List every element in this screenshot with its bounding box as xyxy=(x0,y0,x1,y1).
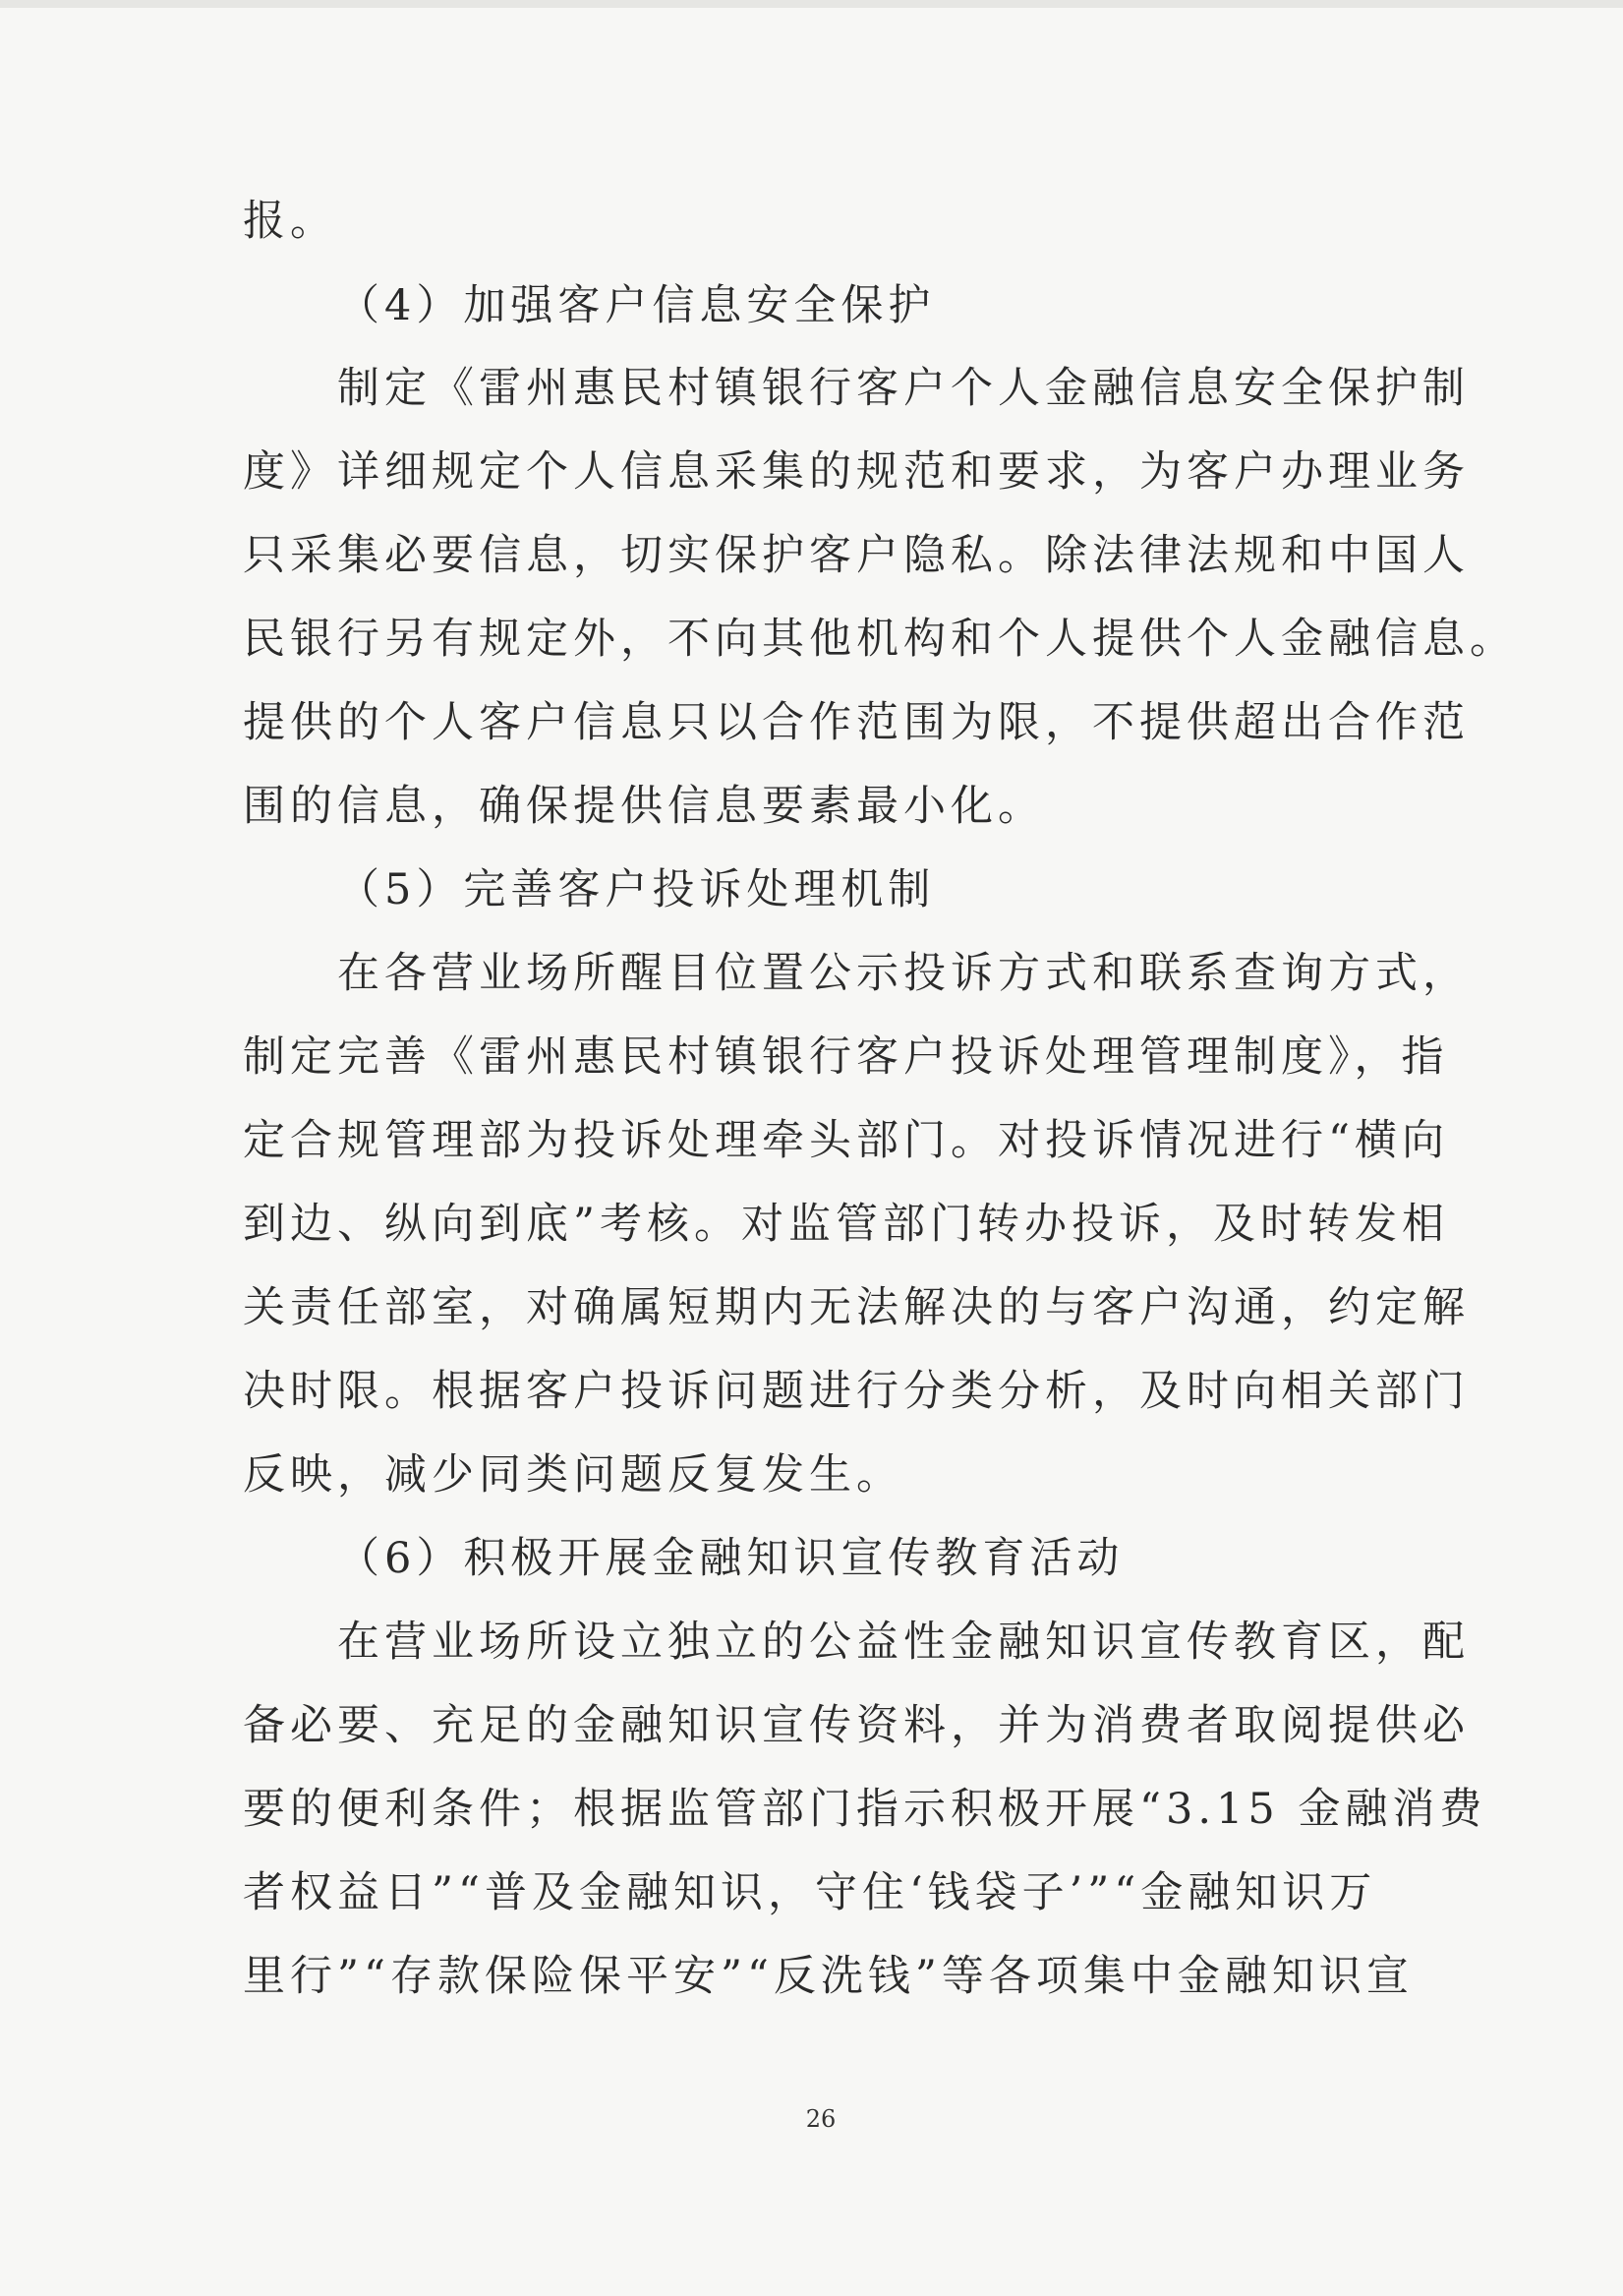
text-line: 备必要、充足的金融知识宣传资料，并为消费者取阅提供必 xyxy=(243,1701,1470,1750)
section-heading-6: （6）积极开展金融知识宣传教育活动 xyxy=(337,1534,1125,1583)
text-line: 制定《雷州惠民村镇银行客户个人金融信息安全保护制 xyxy=(337,364,1470,413)
text-line: 提供的个人客户信息只以合作范围为限，不提供超出合作范 xyxy=(243,698,1470,747)
scan-top-edge xyxy=(0,0,1623,8)
text-line: 关责任部室，对确属短期内无法解决的与客户沟通，约定解 xyxy=(243,1283,1470,1332)
text-line: 要的便利条件；根据监管部门指示积极开展“3.15 金融消费 xyxy=(243,1785,1487,1834)
page-number: 26 xyxy=(805,2105,837,2133)
text-line: 到边、纵向到底”考核。对监管部门转办投诉，及时转发相 xyxy=(243,1200,1449,1249)
text-line: 者权益日”“普及金融知识，守住‘钱袋子’”“金融知识万 xyxy=(243,1868,1377,1917)
text-line: 反映，减少同类问题反复发生。 xyxy=(243,1450,903,1500)
text-line: 决时限。根据客户投诉问题进行分类分析，及时向相关部门 xyxy=(243,1367,1470,1416)
text-line: 民银行另有规定外，不向其他机构和个人提供个人金融信息。 xyxy=(243,615,1517,664)
text-line: 里行”“存款保险保平安”“反洗钱”等各项集中金融知识宣 xyxy=(243,1952,1414,2001)
text-line: 在营业场所设立独立的公益性金融知识宣传教育区，配 xyxy=(337,1618,1470,1667)
section-heading-4: （4）加强客户信息安全保护 xyxy=(337,281,936,330)
text-line: 制定完善《雷州惠民村镇银行客户投诉处理管理制度》，指 xyxy=(243,1032,1449,1082)
text-line: 度》详细规定个人信息采集的规范和要求，为客户办理业务 xyxy=(243,447,1470,497)
text-line: 只采集必要信息，切实保护客户隐私。除法律法规和中国人 xyxy=(243,531,1470,580)
text-line: 围的信息，确保提供信息要素最小化。 xyxy=(243,782,1045,831)
text-line: 报。 xyxy=(243,197,337,246)
section-heading-5: （5）完善客户投诉处理机制 xyxy=(337,865,936,914)
text-line: 在各营业场所醒目位置公示投诉方式和联系查询方式， xyxy=(337,949,1470,998)
text-line: 定合规管理部为投诉处理牵头部门。对投诉情况进行“横向 xyxy=(243,1116,1449,1165)
